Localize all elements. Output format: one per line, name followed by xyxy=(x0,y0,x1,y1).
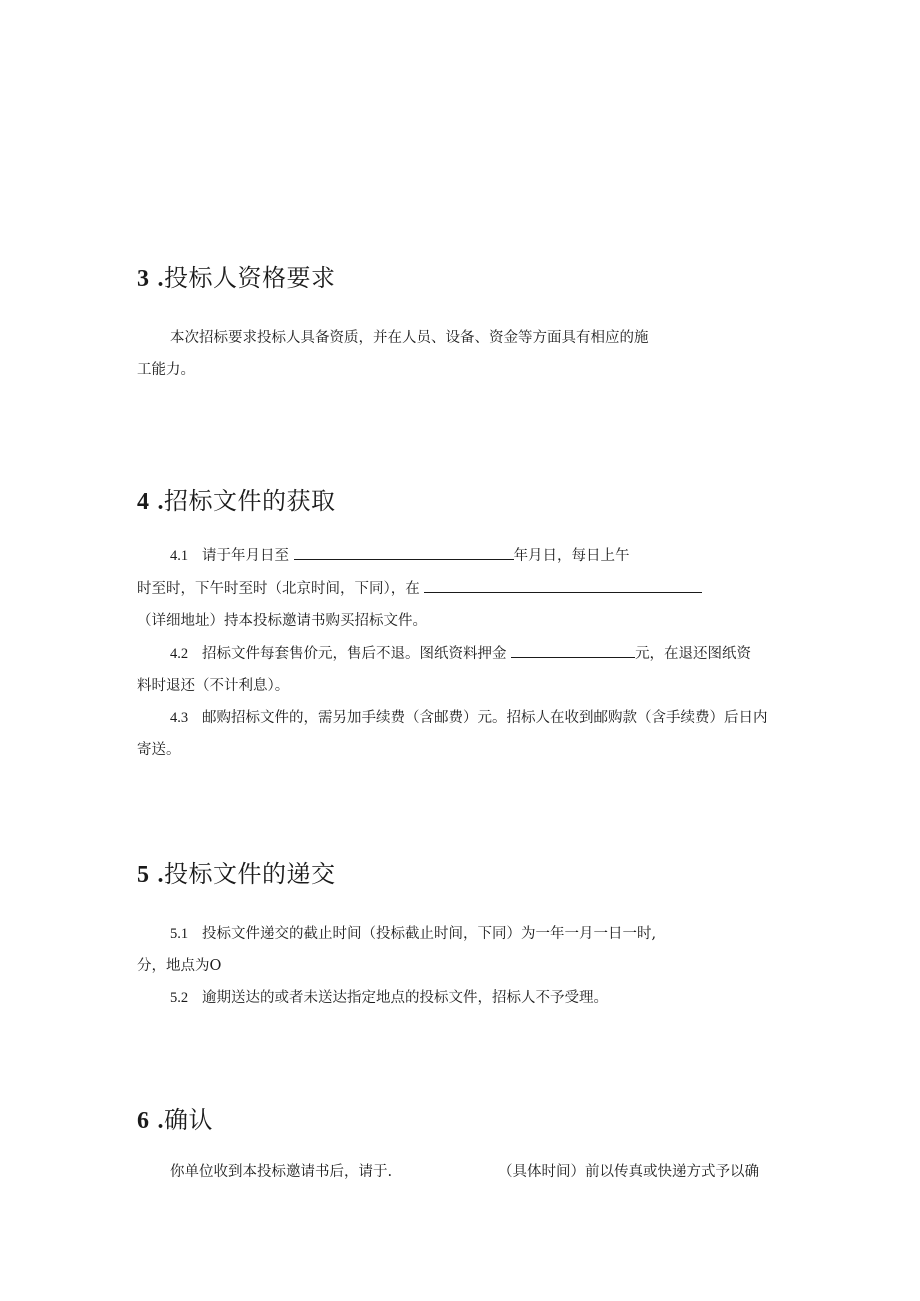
section-title: 确认 xyxy=(164,1106,213,1134)
clause-number: 4.1 xyxy=(170,548,189,564)
clause-4-1-line2: 时至时，下午时至时（北京时间，下同），在 xyxy=(137,578,702,599)
clause-5-2-line1: 5.2 逾期送达的或者未送达指定地点的投标文件，招标人不予受理。 xyxy=(170,990,608,1006)
section-3-body-line2: 工能力。 xyxy=(137,362,195,378)
clause-4-2-line2: 料时退还（不计利息）。 xyxy=(137,678,290,694)
clause-number: 5.2 xyxy=(170,990,189,1006)
clause-5-1-line1: 5.1 投标文件递交的截止时间（投标截止时间，下同）为一年一月一日一时, xyxy=(170,926,657,942)
clause-number: 5.1 xyxy=(170,926,189,942)
clause-5-1-line2: 分，地点为O xyxy=(137,958,222,974)
section-number: 4 xyxy=(137,489,150,515)
section-number: 5 xyxy=(137,862,150,888)
clause-4-3-line2: 寄送。 xyxy=(137,742,181,758)
section-6-heading: 6 .确认 xyxy=(137,1106,213,1134)
section-title: 招标文件的获取 xyxy=(164,487,336,515)
clause-number: 4.2 xyxy=(170,646,189,662)
blank-line xyxy=(294,545,514,560)
section-number: 6 xyxy=(137,1108,150,1134)
section-title: 投标人资格要求 xyxy=(164,264,336,292)
clause-4-1-line3: （详细地址）持本投标邀请书购买招标文件。 xyxy=(137,613,427,629)
clause-4-1-line1: 4.1 请于年月日至 年月日，每日上午 xyxy=(170,545,630,566)
section-6-body-line1-continued: （具体时间）前以传真或快递方式予以确 xyxy=(498,1164,759,1180)
section-3-body-line1: 本次招标要求投标人具备资质，并在人员、设备、资金等方面具有相应的施 xyxy=(170,330,649,346)
section-3-heading: 3 .投标人资格要求 xyxy=(137,264,336,292)
section-4-heading: 4 .招标文件的获取 xyxy=(137,487,336,515)
section-number: 3 xyxy=(137,266,150,292)
clause-4-3-line1: 4.3 邮购招标文件的，需另加手续费（含邮费）元。招标人在收到邮购款（含手续费）后日内 xyxy=(170,710,768,726)
section-6-body-line1: 你单位收到本投标邀请书后，请于. xyxy=(170,1164,393,1180)
section-title: 投标文件的递交 xyxy=(164,860,336,888)
clause-number: 4.3 xyxy=(170,710,189,726)
section-5-heading: 5 .投标文件的递交 xyxy=(137,860,336,888)
clause-4-2-line1: 4.2 招标文件每套售价元，售后不退。图纸资料押金 元，在退还图纸资 xyxy=(170,643,751,664)
blank-line xyxy=(424,578,702,593)
blank-line xyxy=(511,643,635,658)
